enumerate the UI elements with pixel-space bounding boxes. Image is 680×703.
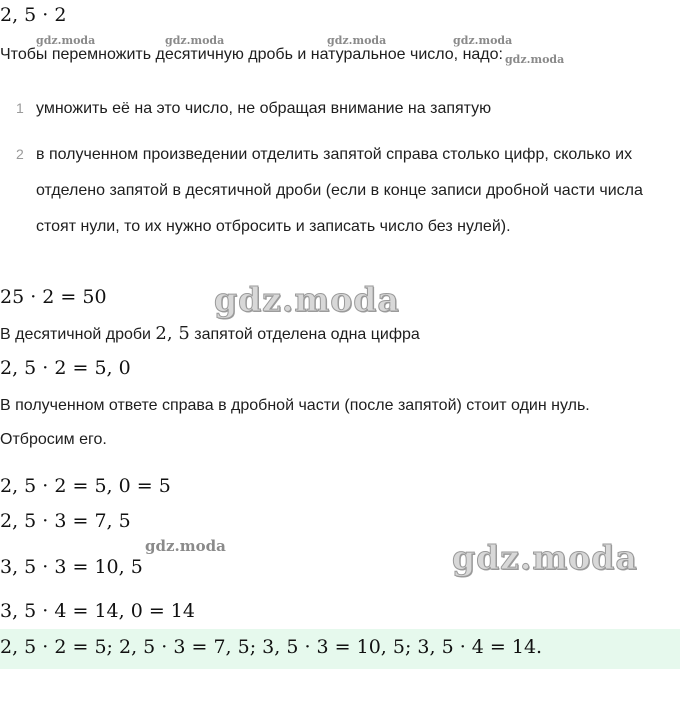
problem-expression: 2, 5 · 2 [0,4,67,26]
step-text: умножить её на это число, не обращая внимание на запятую [36,100,492,117]
note-part: В десятичной дроби [0,326,156,343]
equation: 2, 5 · 3 = 7, 5 [0,510,131,532]
list-item [0,91,680,127]
equation: 3, 5 · 4 = 14, 0 = 14 [0,600,195,622]
answer-equation: 2, 5 · 2 = 5; 2, 5 · 3 = 7, 5; 3, 5 · 3 = 10, 5; 3, 5 · 4 = 14. [0,636,543,658]
equation: 3, 5 · 3 = 10, 5 [0,556,143,578]
watermark: gdz.moda [327,34,387,47]
step-number: 2 [16,146,24,162]
watermark: gdz.moda [453,34,513,47]
watermark: gdz.moda [165,34,225,47]
watermark: gdz.moda [145,537,226,555]
watermark-logo: gdz.moda [214,280,400,319]
equation: 2, 5 · 2 = 5, 0 = 5 [0,475,171,497]
step-text: в полученном произведении отделить запятой справа столько цифр, сколько их отделено запятой в десятичной дроби (если в конце записи дробной части числа стоят нули, то их нужно отбросить и записать число без нулей). [36,146,643,235]
note-text [0,323,420,344]
watermark-logo: gdz.moda [452,538,638,577]
intro-sentence: Чтобы перемножить десятичную дробь и натуральное число, надо: [0,46,503,63]
inline-math: 2, 5 [155,323,190,344]
note-text: Отбросим его. [0,431,107,448]
equation: 25 · 2 = 50 [0,286,107,308]
step-number: 1 [16,100,24,116]
intro-text [0,46,564,64]
note-text: В полученном ответе справа в дробной части (после запятой) стоит один нуль. [0,397,590,414]
equation: 2, 5 · 2 = 5, 0 [0,357,131,379]
watermark: gdz.moda [504,53,565,66]
note-part: запятой отделена одна цифра [189,326,420,343]
watermark: gdz.moda [36,34,96,47]
list-item [0,137,680,277]
